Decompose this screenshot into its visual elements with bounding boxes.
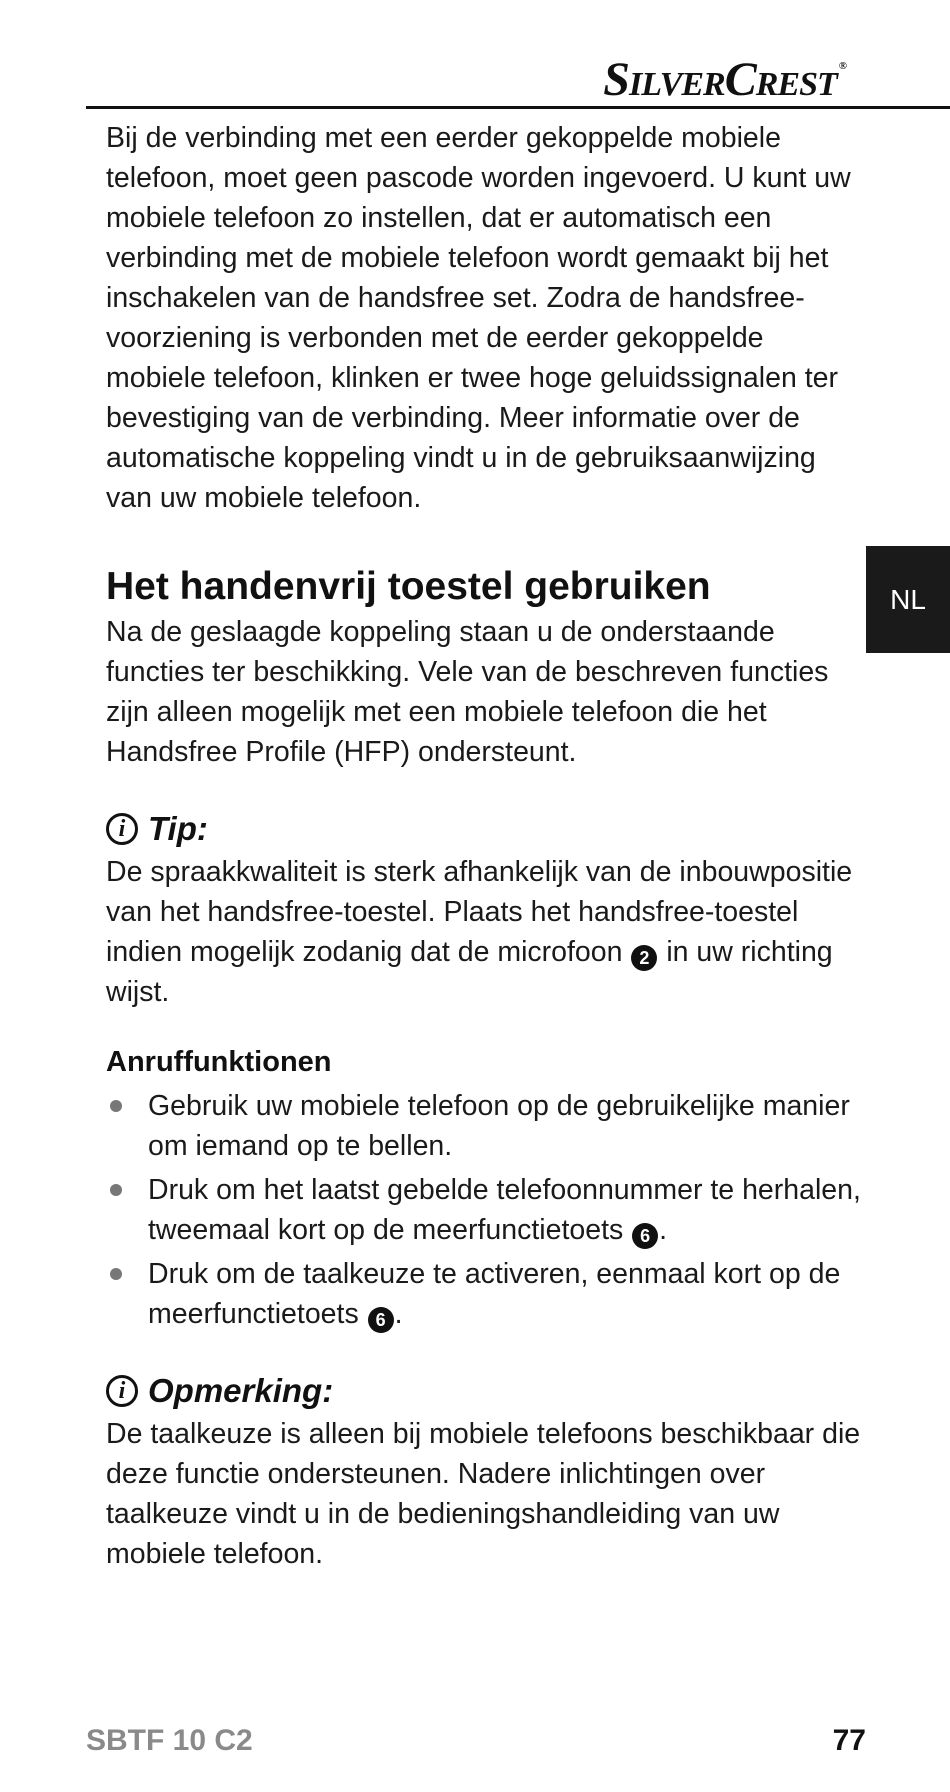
section-paragraph: Na de geslaagde koppeling staan u de onderstaande functies ter beschikking. Vele van de beschreven functies zijn alleen mogelijk met een mobiele telefoon die het Handsfree Profile (HFP) ondersteunt. (106, 616, 829, 768)
tip-heading-label: Tip: (148, 810, 208, 847)
note-heading-label: Opmerking: (148, 1372, 334, 1409)
page-content (106, 118, 866, 1574)
reference-number-6: 6 (632, 1223, 658, 1249)
brand-name: SilverCrest (603, 53, 837, 106)
list-item-text: Druk om de taalkeuze te activeren, eenmaal kort op de meerfunctietoets (148, 1258, 841, 1330)
call-functions-heading: Anruffunktionen (106, 1046, 332, 1078)
list-item-suffix: . (394, 1298, 403, 1330)
call-functions-list (106, 1086, 866, 1334)
header-rule (86, 106, 950, 109)
tip-text-before: De spraakkwaliteit is sterk afhankelijk van de inbouwpositie van het handsfree-toestel. Plaats het handsfree-toestel indien mogelijk zodanig dat de microfoon (106, 856, 853, 968)
language-tab-label: NL (890, 583, 926, 615)
note-heading (106, 1368, 866, 1414)
reference-number-6: 6 (368, 1307, 394, 1333)
language-tab (866, 546, 950, 653)
tip-text (106, 852, 866, 1012)
bullet-icon (110, 1184, 122, 1196)
page-number: 77 (832, 1724, 866, 1757)
tip-text-after: in uw richting wijst. (106, 936, 833, 1008)
info-icon: i (106, 813, 138, 845)
section-title: Het handenvrij toestel gebruiken (106, 565, 711, 608)
bullet-icon (110, 1100, 122, 1112)
brand-logo (603, 52, 846, 107)
registered-mark: ® (838, 60, 846, 72)
list-item (106, 1254, 866, 1334)
list-item (106, 1086, 866, 1166)
tip-heading (106, 806, 866, 852)
list-item (106, 1170, 866, 1250)
list-item-suffix: . (659, 1214, 668, 1246)
model-number: SBTF 10 C2 (86, 1724, 253, 1757)
list-item-text: Druk om het laatst gebelde telefoonnummer te herhalen, tweemaal kort op de meerfunctietoets (148, 1174, 861, 1246)
info-icon: i (106, 1375, 138, 1407)
intro-paragraph: Bij de verbinding met een eerder gekoppelde mobiele telefoon, moet geen pascode worden ingevoerd. U kunt uw mobiele telefoon zo instellen, dat er automatisch een verbinding met de mobiele telefoon wordt gemaakt bij het inschakelen van de handsfree set. Zodra de handsfree-voorziening is verbonden met de eerder gekoppelde mobiele telefoon, klinken er twee hoge geluidssignalen ter bevestiging van de verbinding. Meer informatie over de automatische koppeling vindt u in de gebruiksaanwijzing van uw mobiele telefoon. (106, 122, 851, 514)
note-text: De taalkeuze is alleen bij mobiele telefoons beschikbaar die deze functie ondersteunen. Nadere inlichtingen over taalkeuze vindt u in de bedieningshandleiding van uw mobiele telefoon. (106, 1418, 861, 1570)
reference-number-2: 2 (631, 945, 657, 971)
list-item-text: Gebruik uw mobiele telefoon op de gebruikelijke manier om iemand op te bellen. (148, 1090, 850, 1162)
bullet-icon (110, 1268, 122, 1280)
